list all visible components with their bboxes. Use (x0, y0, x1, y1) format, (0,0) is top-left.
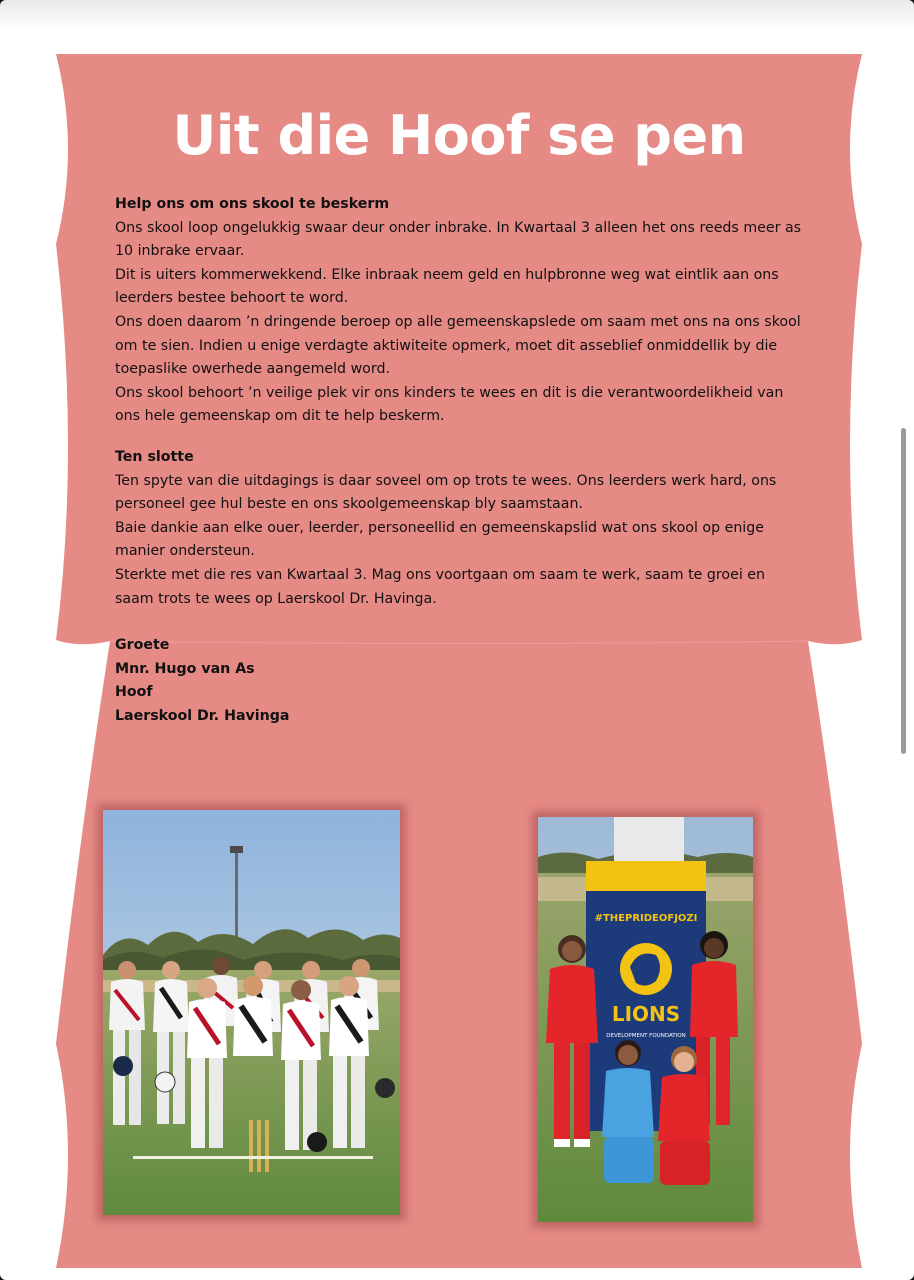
banner-hashtag: #THEPRIDEOFJOZI (594, 913, 698, 924)
vertical-scrollbar[interactable] (901, 428, 906, 754)
banner-brand: LIONS (611, 1002, 681, 1026)
paragraph: Ons skool behoort ’n veilige plek vir ons kinders te wees en dit is die verantwoordelikheid van ons hele gemeenskap om dit te help beskerm. (115, 384, 784, 425)
spacer (115, 611, 805, 634)
section-heading-conclusion: Ten slotte (115, 448, 194, 465)
spacer (115, 429, 805, 446)
newsletter-page (56, 54, 862, 1268)
paragraph: Sterkte met die res van Kwartaal 3. Mag ons voortgaan om saam te werk, saam te groei en saam trots te wees op Laerskool Dr. Havinga. (115, 566, 765, 607)
principal-role: Hoof (115, 684, 153, 701)
paragraph: Ons skool loop ongelukkig swaar deur onder inbrake. In Kwartaal 3 alleen het ons reeds meer as 10 inbrake ervaar. (115, 219, 802, 260)
paragraph: Ten spyte van die uitdagings is daar soveel om op trots te wees. Ons leerders werk hard, ons personeel gee hul beste en ons skoolgemeenskap bly saamstaan. (115, 472, 777, 513)
letter-content (115, 193, 805, 728)
photo-boys-cricket-team (103, 810, 400, 1215)
school-name: Laerskool Dr. Havinga (115, 707, 290, 724)
paragraph: Baie dankie aan elke ouer, leerder, personeellid en gemeenskapslid wat ons skool op enige manier ondersteun. (115, 519, 764, 560)
paragraph: Dit is uiters kommerwekkend. Elke inbraak neem geld en hulpbronne weg wat eintlik aan ons leerders bestee behoort te word. (115, 266, 779, 307)
greeting: Groete (115, 637, 170, 654)
banner-tagline: DEVELOPMENT FOUNDATION (606, 1033, 686, 1039)
principal-name: Mnr. Hugo van As (115, 660, 255, 677)
page-title: Uit die Hoof se pen (172, 104, 746, 167)
photo-girls-lions-banner (538, 817, 753, 1222)
section-heading-protect-school: Help ons om ons skool te beskerm (115, 196, 390, 212)
paragraph: Ons doen daarom ’n dringende beroep op alle gemeenskapslede om saam met ons na ons skool om te sien. Indien u enige verdagte aktiwiteite opmerk, moet dit asseblief onmiddellik by die toepaslike owerhede aangemeld word. (115, 313, 801, 378)
signature-block (115, 634, 805, 728)
top-toolbar-shadow (0, 0, 914, 30)
lion-head-icon (620, 943, 672, 995)
